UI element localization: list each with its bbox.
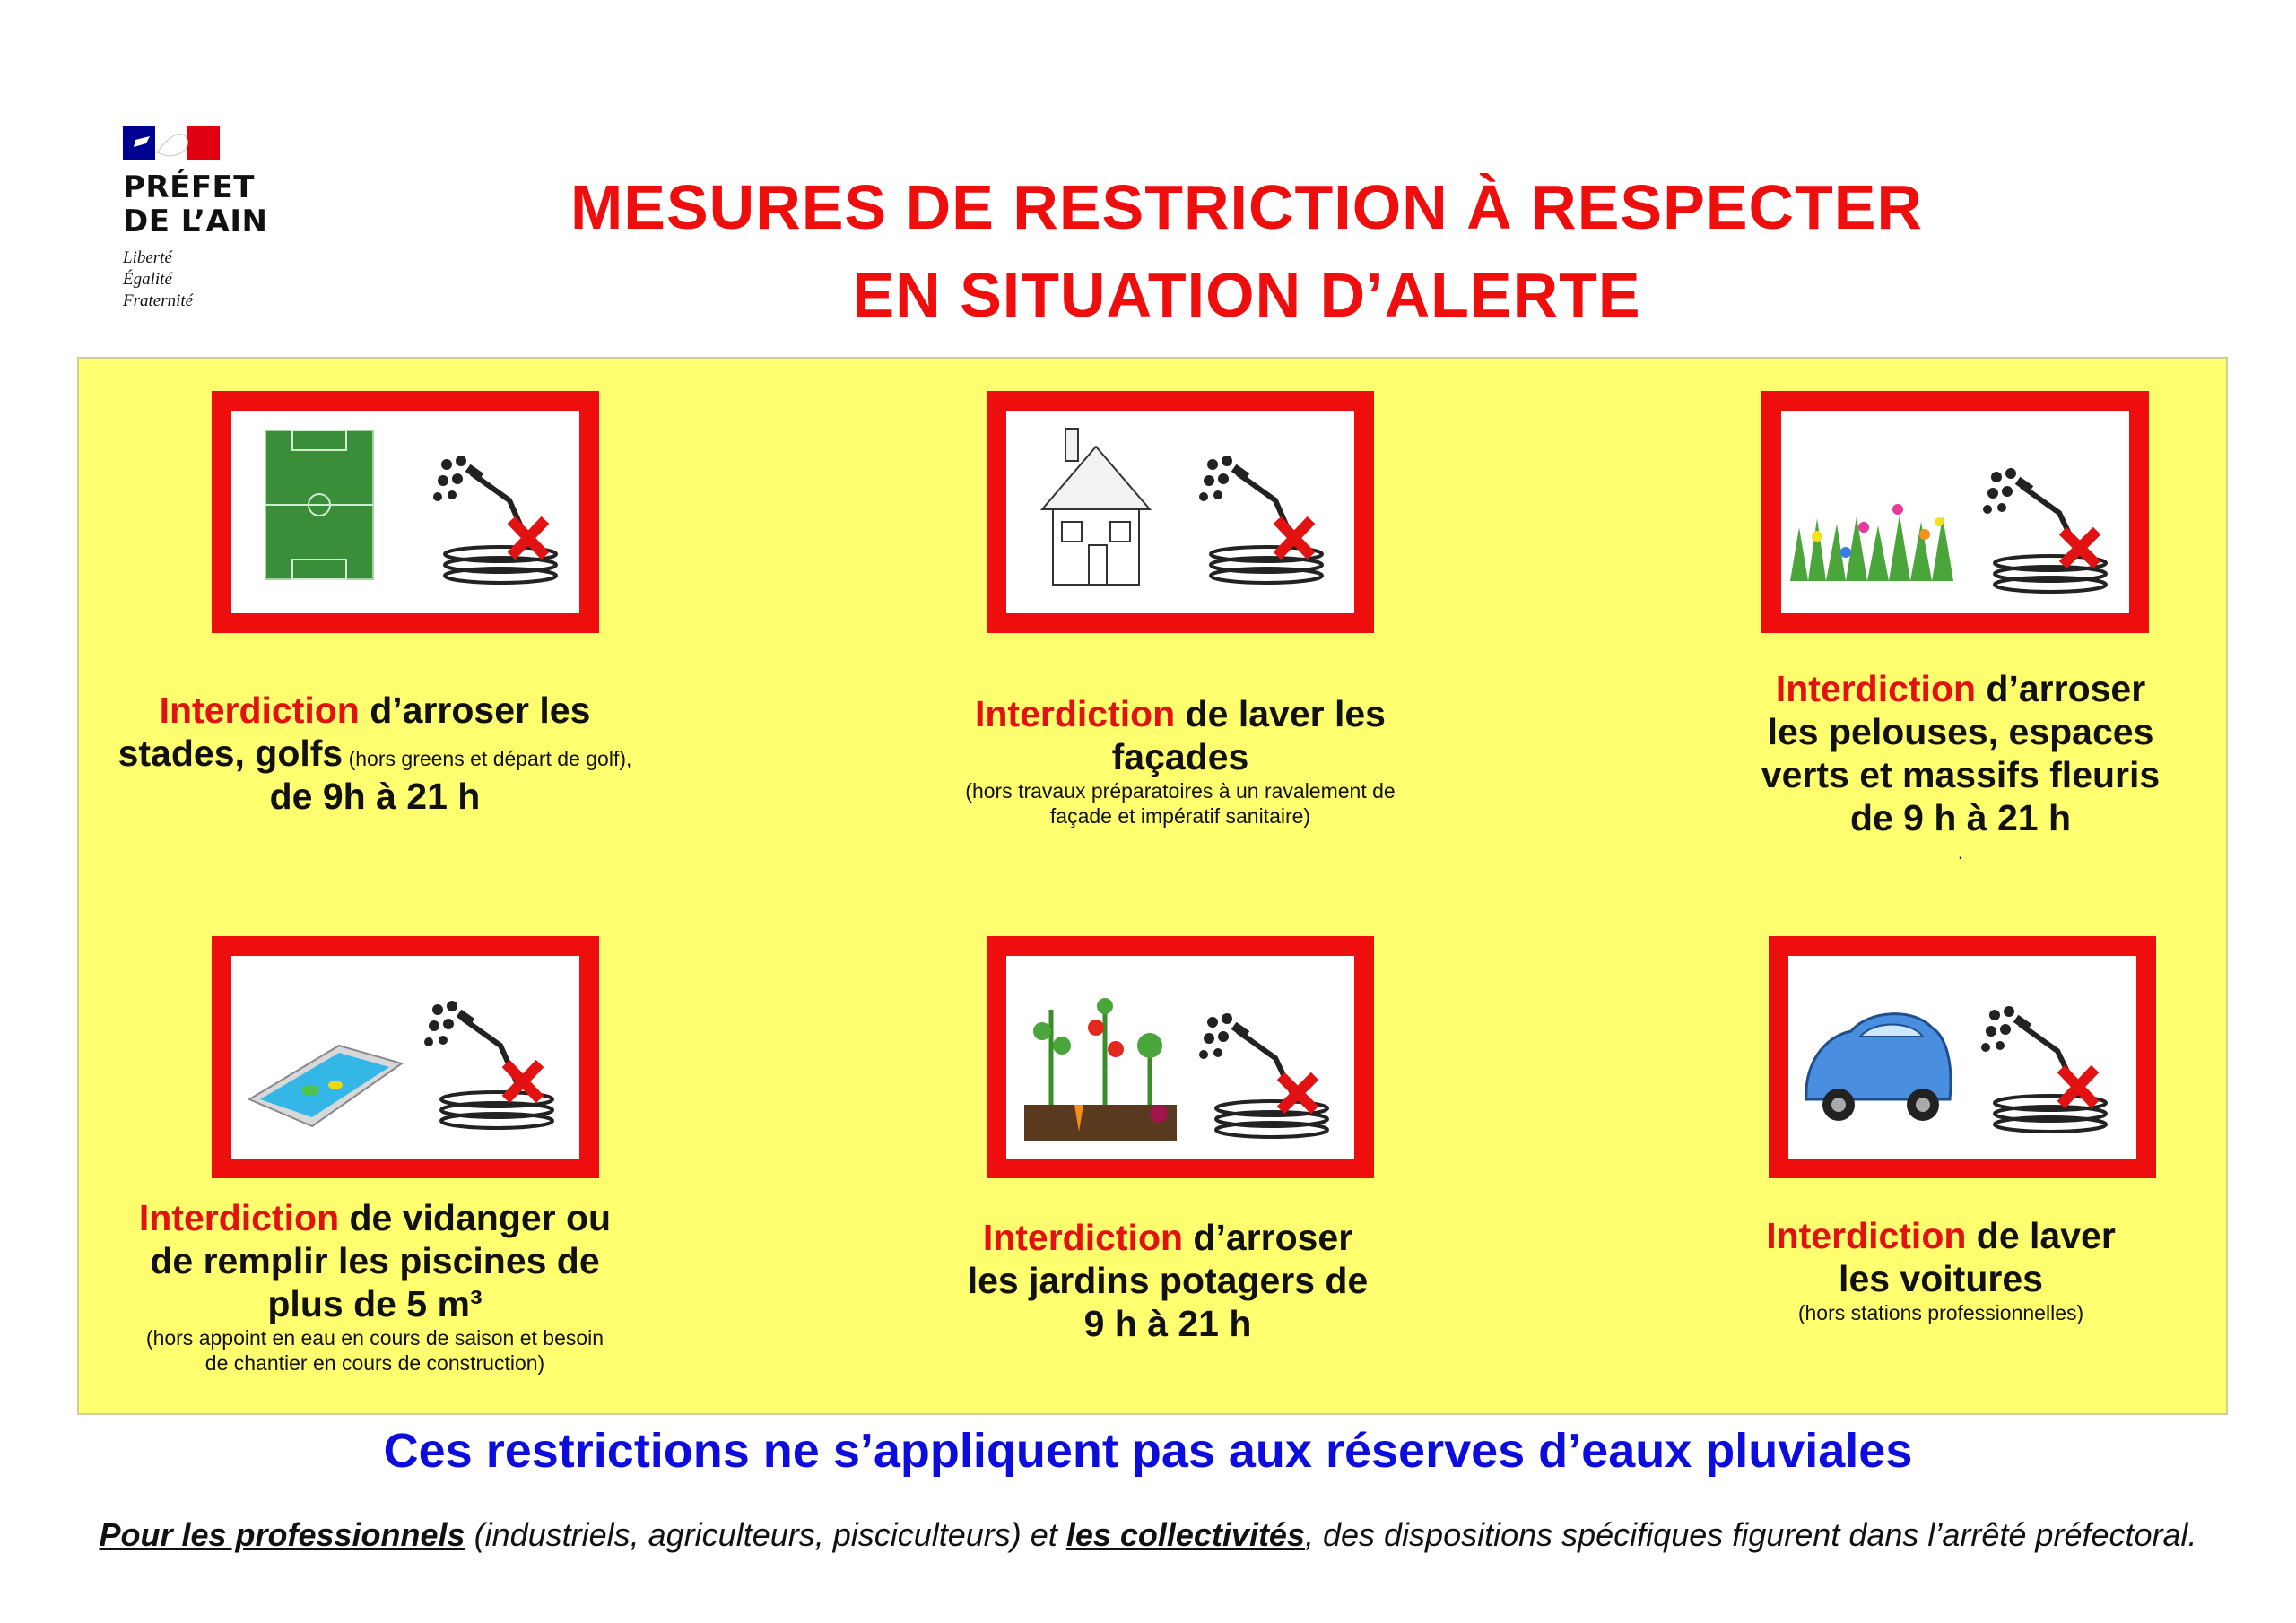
restriction-vegetable-gardens: Interdiction d’arroser les jardins potagers de 9 h à 21 h (967, 1217, 1369, 1344)
no-watering-hose-icon (424, 1001, 552, 1128)
no-watering-hose-icon (1199, 1013, 1327, 1137)
page-title: MESURES DE RESTRICTION À RESPECTER EN SITUATION D’ALERTE (570, 172, 1924, 330)
no-watering-hose-icon (1983, 468, 2106, 592)
house-icon (1006, 411, 1354, 613)
house-pictogram (987, 391, 1374, 633)
restriction-lawns: Interdiction d’arroser les pelouses, espaces verts et massifs fleuris de 9 h à 21 h . (1761, 668, 2161, 864)
restriction-stadiums: Interdiction d’arroser les stades, golfs (hors greens et départ de golf), de 9h à 21 h (117, 690, 632, 817)
car-pictogram (1769, 936, 2156, 1178)
rainwater-note: Ces restrictions ne s’appliquent pas aux réserves d’eaux pluviales (383, 1424, 1913, 1478)
restriction-facades: Interdiction de laver les façades (hors travaux préparatoires à un ravalement de façade et impératif sanitaire) (965, 693, 1396, 828)
footer-note: Pour les professionnels (industriels, agriculteurs, pisciculteurs) et les collectivités, des dispositions spécifiques figurent dans l’arrêté préfectoral. (99, 1516, 2197, 1553)
prefecture-name: PRÉFET DE L’AIN (123, 169, 268, 239)
marianne-flag-icon (123, 126, 220, 160)
restriction-cars: Interdiction de laver les voitures (hors stations professionnelles) (1766, 1215, 2116, 1324)
no-watering-hose-icon (433, 456, 556, 583)
prefecture-logo (123, 126, 302, 312)
no-watering-hose-icon (1981, 1006, 2106, 1132)
republic-motto: Liberté Égalité Fraternité (123, 248, 194, 310)
lawn-pictogram (1761, 391, 2149, 633)
stadium-pictogram (212, 391, 599, 633)
pool-pictogram (212, 936, 599, 1178)
restriction-pools: Interdiction de vidanger ou de remplir les piscines de plus de 5 m³ (hors appoint en eau en cours de saison et besoin de chantier en cours de construction) (138, 1197, 612, 1375)
stadium-icon (231, 411, 579, 613)
car-icon (1788, 956, 2136, 1159)
collectivities-label: les collectivités (1065, 1516, 1305, 1553)
vegetable-garden-pictogram (987, 936, 1374, 1178)
vegetable-garden-icon (1006, 956, 1354, 1159)
lawn-flowers-icon (1781, 411, 2129, 613)
no-watering-hose-icon (1199, 456, 1322, 583)
pool-icon (231, 956, 579, 1159)
restrictions-panel (77, 357, 2228, 1415)
professionals-label: Pour les professionnels (99, 1516, 465, 1553)
